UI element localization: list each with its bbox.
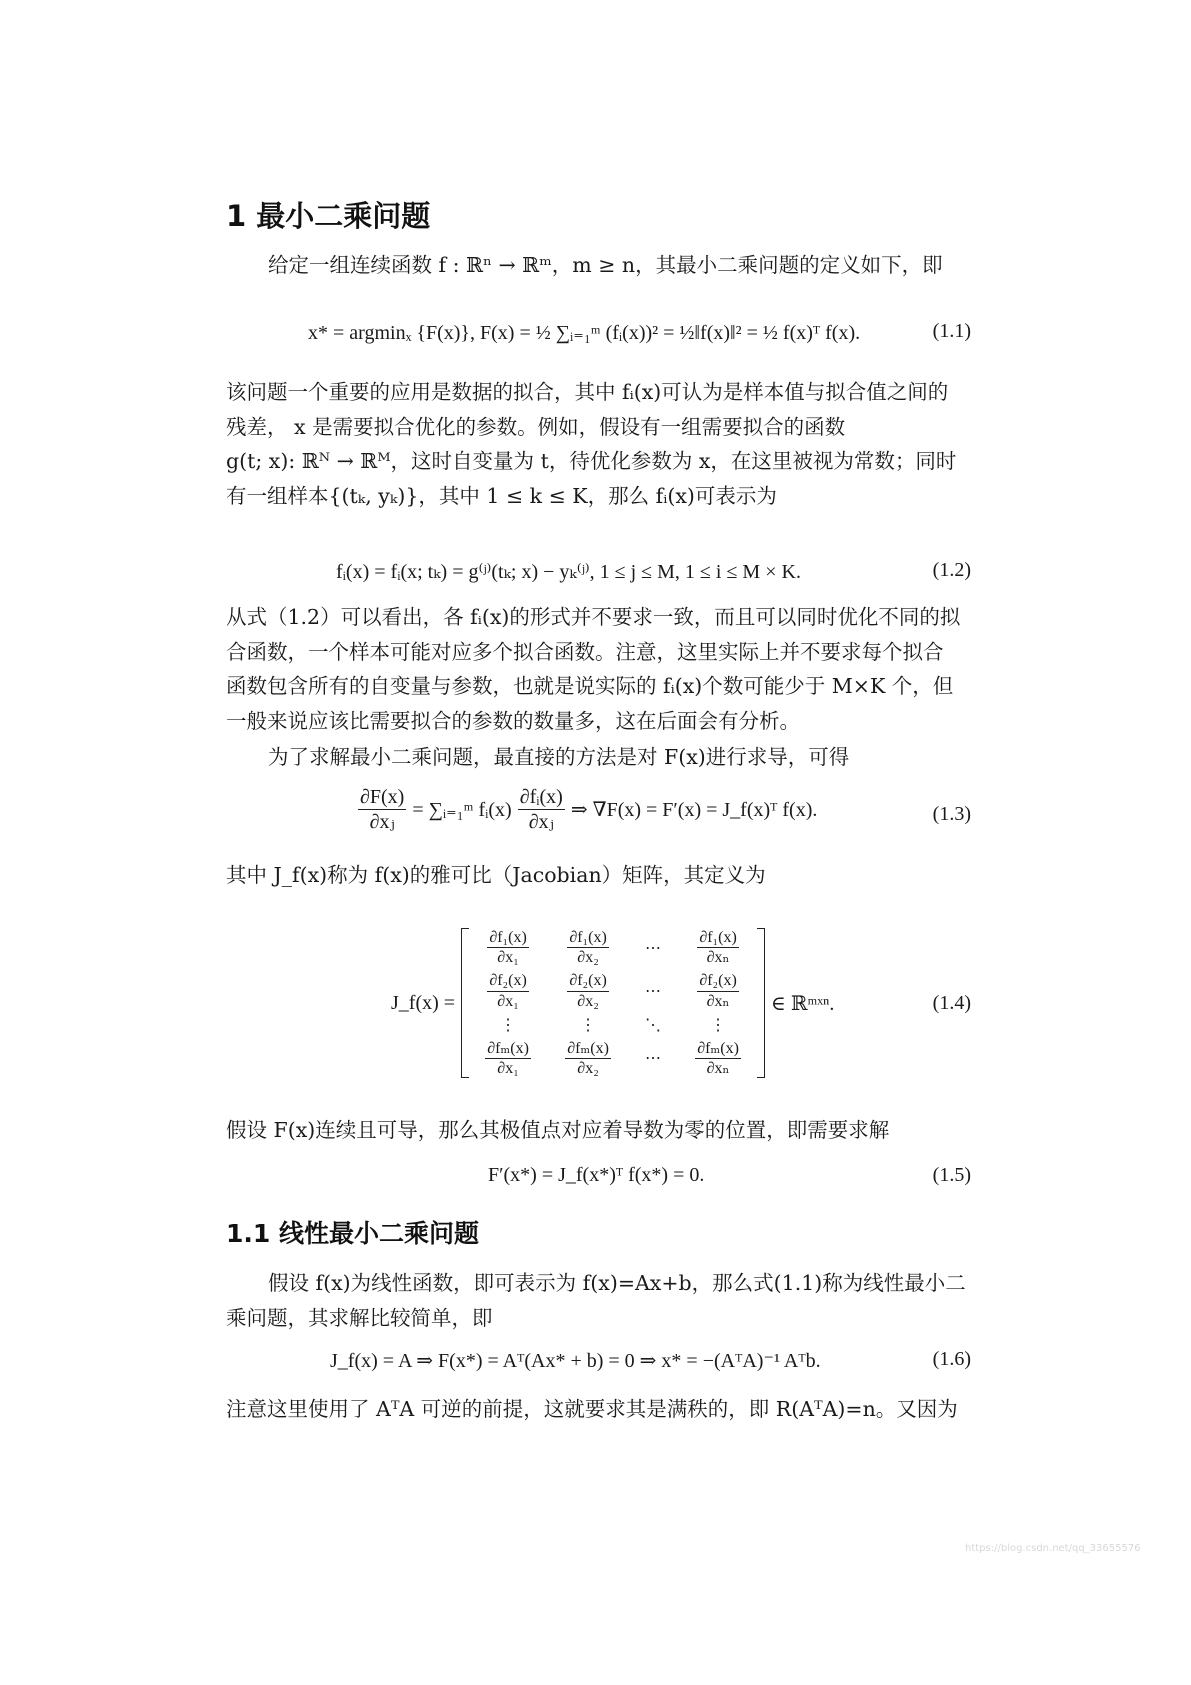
equation-1-3-rhs: ⇒ ∇F(x) = F′(x) = J_f(x)ᵀ f(x). xyxy=(570,799,818,821)
paragraph-3 xyxy=(226,740,1008,775)
frac-denominator: ∂xₙ xyxy=(706,949,730,967)
equation-1-3-body xyxy=(356,785,817,834)
matrix-cell xyxy=(567,971,608,1010)
equation-1-3-mid: = ∑ᵢ₌₁ᵐ fᵢ(x) xyxy=(412,799,512,821)
frac-numerator: ∂f₁(x) xyxy=(487,928,528,948)
equation-1-4-number: (1.4) xyxy=(932,992,971,1014)
frac-numerator: ∂fₘ(x) xyxy=(565,1039,611,1059)
paragraph-2-line: 一般来说应该比需要拟合的参数的数量多，这在后面会有分析。 xyxy=(226,708,800,733)
equation-1-5-number: (1.5) xyxy=(932,1164,971,1186)
matrix-cell xyxy=(487,971,528,1010)
frac-denominator: ∂xₙ xyxy=(706,992,730,1010)
intro-paragraph xyxy=(226,248,1008,283)
frac-numerator: ∂fₘ(x) xyxy=(695,1039,741,1059)
paragraph-6-line: 乘问题，其求解比较简单，即 xyxy=(226,1305,493,1330)
frac-numerator: ∂f₁(x) xyxy=(697,928,738,948)
matrix-cell: ⋮ xyxy=(710,1016,727,1034)
frac-denominator: ∂xⱼ xyxy=(369,811,395,833)
frac-numerator: ∂f₂(x) xyxy=(567,971,608,991)
equation-1-3-partial-fraction xyxy=(518,785,565,834)
frac-denominator: ∂x₁ xyxy=(497,949,519,967)
paragraph-1 xyxy=(226,375,966,513)
equation-1-1 xyxy=(226,310,971,360)
equation-1-2-number: (1.2) xyxy=(932,559,971,581)
equation-1-4 xyxy=(226,896,971,1110)
equation-1-4-body xyxy=(391,896,834,1110)
frac-numerator: ∂f₂(x) xyxy=(697,971,738,991)
equation-1-2 xyxy=(226,555,971,589)
paragraph-6-line: 假设 f(x)为线性函数，即可表示为 f(x)=Ax+b，那么式(1.1)称为线性最小二 xyxy=(268,1271,966,1295)
paragraph-7-line: 注意这里使用了 AᵀA 可逆的前提，这就要求其是满秩的，即 R(AᵀA)=n。又因为 xyxy=(226,1397,958,1421)
matrix-cell: ⋯ xyxy=(645,939,662,957)
frac-denominator: ∂x₂ xyxy=(577,992,599,1010)
equation-1-1-number: (1.1) xyxy=(932,320,971,342)
equation-1-6-number: (1.6) xyxy=(932,1348,971,1370)
equation-1-4-lhs: J_f(x) = xyxy=(391,991,456,1014)
section-title: 1 最小二乘问题 xyxy=(226,199,431,233)
matrix-cell xyxy=(487,928,528,967)
matrix-cell: ⋱ xyxy=(645,1016,662,1034)
frac-numerator: ∂F(x) xyxy=(360,786,405,808)
paragraph-7 xyxy=(226,1392,966,1427)
paragraph-2-line: 函数包含所有的自变量与参数，也就是说实际的 fᵢ(x)个数可能少于 M×K 个，但 xyxy=(226,674,954,698)
paragraph-1-line: g(t; x): ℝᴺ → ℝᴹ，这时自变量为 t，待优化参数为 x，在这里被视为常数；同时 xyxy=(226,449,957,473)
equation-1-3-lhs-fraction xyxy=(358,785,406,834)
jacobian-matrix-grid xyxy=(473,928,753,1078)
frac-numerator: ∂f₂(x) xyxy=(487,971,528,991)
equation-1-5-body: F′(x*) = J_f(x*)ᵀ f(x*) = 0. xyxy=(488,1164,705,1186)
frac-denominator: ∂xₙ xyxy=(706,1059,730,1077)
equation-1-5 xyxy=(226,1160,971,1194)
matrix-cell: ⋮ xyxy=(580,1016,597,1034)
frac-denominator: ∂x₁ xyxy=(497,992,519,1010)
paragraph-1-line: 有一组样本{(tₖ, yₖ)}，其中 1 ≤ k ≤ K，那么 fᵢ(x)可表示为 xyxy=(226,483,777,508)
frac-numerator: ∂f₁(x) xyxy=(567,928,608,948)
paragraph-5 xyxy=(226,1113,966,1148)
frac-denominator: ∂x₁ xyxy=(497,1059,519,1077)
frac-denominator: ∂x₂ xyxy=(577,949,599,967)
paragraph-4-line: 其中 J_f(x)称为 f(x)的雅可比（Jacobian）矩阵，其定义为 xyxy=(226,863,766,887)
equation-1-4-rhs: ∈ ℝᵐˣⁿ. xyxy=(771,992,835,1015)
equation-1-3-number: (1.3) xyxy=(932,803,971,825)
paragraph-1-line: 该问题一个重要的应用是数据的拟合，其中 fᵢ(x)可认为是样本值与拟合值之间的 xyxy=(226,380,949,404)
paragraph-3-line: 为了求解最小二乘问题，最直接的方法是对 F(x)进行求导，可得 xyxy=(268,745,850,769)
frac-denominator: ∂xⱼ xyxy=(528,811,554,833)
paragraph-1-line: 残差， x 是需要拟合优化的参数。例如，假设有一组需要拟合的函数 xyxy=(226,414,846,439)
frac-numerator: ∂fᵢ(x) xyxy=(519,786,563,808)
paragraph-2-line: 合函数，一个样本可能对应多个拟合函数。注意，这里实际上并不要求每个拟合 xyxy=(226,639,944,664)
paragraph-4 xyxy=(226,858,966,893)
jacobian-matrix xyxy=(461,928,765,1078)
equation-1-6 xyxy=(226,1342,971,1382)
frac-denominator: ∂x₂ xyxy=(577,1059,599,1077)
matrix-cell xyxy=(565,1039,611,1078)
matrix-cell: ⋯ xyxy=(645,983,662,1000)
matrix-cell: ⋯ xyxy=(645,1050,662,1068)
paragraph-2 xyxy=(226,600,966,738)
frac-numerator: ∂fₘ(x) xyxy=(485,1039,531,1059)
matrix-cell xyxy=(697,971,738,1010)
matrix-cell xyxy=(695,1039,741,1078)
matrix-cell: ⋮ xyxy=(500,1016,517,1034)
intro-line: 给定一组连续函数 f : ℝⁿ → ℝᵐ，m ≥ n，其最小二乘问题的定义如下，即 xyxy=(268,253,943,277)
paragraph-2-line: 从式（1.2）可以看出，各 fᵢ(x)的形式并不要求一致，而且可以同时优化不同的拟 xyxy=(226,605,961,629)
paragraph-5-line: 假设 F(x)连续且可导，那么其极值点对应着导数为零的位置，即需要求解 xyxy=(226,1118,890,1142)
matrix-cell xyxy=(697,928,738,967)
matrix-cell xyxy=(567,928,608,967)
equation-1-6-body: J_f(x) = A ⇒ F(x*) = Aᵀ(Ax* + b) = 0 ⇒ x* = −(AᵀA)⁻¹ Aᵀb. xyxy=(330,1350,821,1372)
equation-1-2-body: fᵢ(x) = fᵢ(x; tₖ) = g⁽ʲ⁾(tₖ; x) − yₖ⁽ʲ⁾, 1 ≤ j ≤ M, 1 ≤ i ≤ M × K. xyxy=(336,561,801,583)
equation-1-1-body: x* = argminₓ {F(x)}, F(x) = ½ ∑ᵢ₌₁ᵐ (fᵢ(x))² = ½‖f(x)‖² = ½ f(x)ᵀ f(x). xyxy=(308,322,861,344)
watermark: https://blog.csdn.net/qq_33655576 xyxy=(965,1543,1141,1554)
matrix-cell xyxy=(485,1039,531,1078)
subsection-title: 1.1 线性最小二乘问题 xyxy=(226,1219,479,1248)
equation-1-3 xyxy=(226,785,971,845)
paragraph-6 xyxy=(226,1266,966,1335)
